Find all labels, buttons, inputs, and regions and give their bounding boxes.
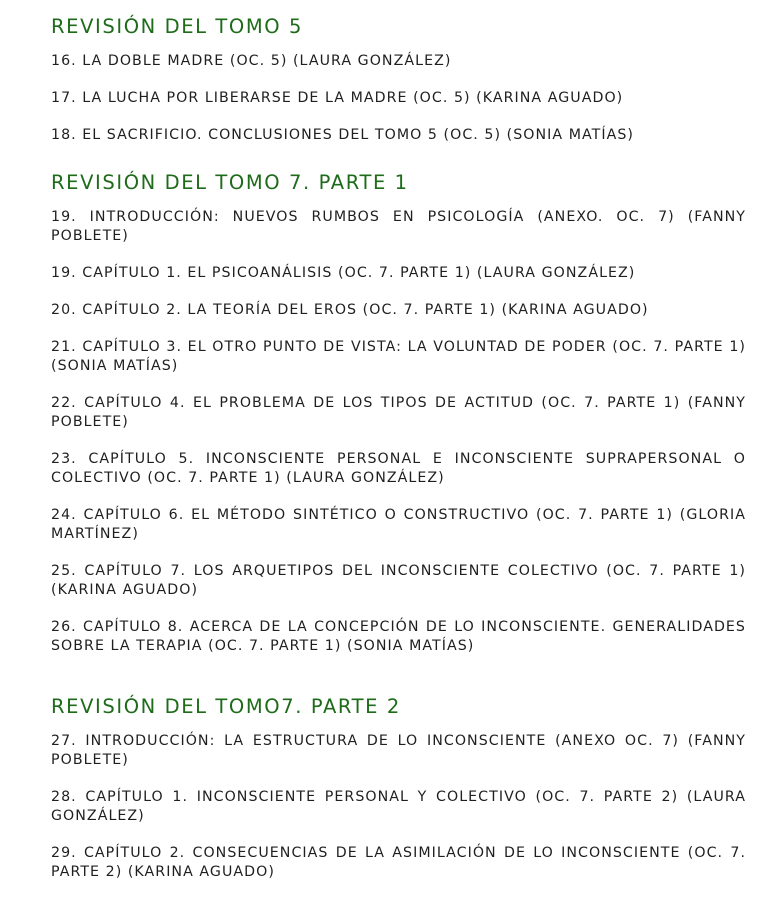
section-spacer (51, 674, 746, 694)
section-tomo-7-parte-1 (51, 170, 746, 656)
list-item: 18. EL SACRIFICIO. CONCLUSIONES DEL TOMO 5 (OC. 5) (SONIA MATÍAS) (51, 127, 634, 143)
section-heading: REVISIÓN DEL TOMO 7. PARTE 1 (51, 171, 409, 194)
section-heading: REVISIÓN DEL TOMO 5 (51, 15, 304, 38)
list-item: 29. CAPÍTULO 2. CONSECUENCIAS DE LA ASIMILACIÓN DE LO INCONSCIENTE (OC. 7. PARTE 2) (KARINA AGUADO) (51, 845, 746, 880)
list-item: 25. CAPÍTULO 7. LOS ARQUETIPOS DEL INCONSCIENTE COLECTIVO (OC. 7. PARTE 1) (KARINA AGUADO) (51, 563, 746, 598)
list-item: 19. CAPÍTULO 1. EL PSICOANÁLISIS (OC. 7. PARTE 1) (LAURA GONZÁLEZ) (51, 265, 636, 281)
list-item: 16. LA DOBLE MADRE (OC. 5) (LAURA GONZÁLEZ) (51, 53, 452, 69)
section-tomo-5 (51, 14, 746, 145)
list-item: 20. CAPÍTULO 2. LA TEORÍA DEL EROS (OC. 7. PARTE 1) (KARINA AGUADO) (51, 302, 649, 318)
list-item: 19. INTRODUCCIÓN: NUEVOS RUMBOS EN PSICOLOGÍA (ANEXO. OC. 7) (FANNY POBLETE) (51, 209, 746, 244)
list-item: 23. CAPÍTULO 5. INCONSCIENTE PERSONAL E INCONSCIENTE SUPRAPERSONAL O COLECTIVO (OC. 7. PARTE 1) (LAURA GONZÁLEZ) (51, 451, 746, 486)
list-item: 24. CAPÍTULO 6. EL MÉTODO SINTÉTICO O CONSTRUCTIVO (OC. 7. PARTE 1) (GLORIA MARTÍNEZ) (51, 507, 746, 542)
section-heading: REVISIÓN DEL TOMO7. PARTE 2 (51, 695, 401, 718)
section-spacer (51, 163, 746, 170)
list-item: 21. CAPÍTULO 3. EL OTRO PUNTO DE VISTA: LA VOLUNTAD DE PODER (OC. 7. PARTE 1) (SONIA MATÍAS) (51, 339, 746, 374)
list-item: 17. LA LUCHA POR LIBERARSE DE LA MADRE (OC. 5) (KARINA AGUADO) (51, 90, 624, 106)
section-tomo-7-parte-2 (51, 694, 746, 882)
list-item: 28. CAPÍTULO 1. INCONSCIENTE PERSONAL Y COLECTIVO (OC. 7. PARTE 2) (LAURA GONZÁLEZ) (51, 789, 746, 824)
list-item: 26. CAPÍTULO 8. ACERCA DE LA CONCEPCIÓN DE LO INCONSCIENTE. GENERALIDADES SOBRE LA TERAPIA (OC. 7. PARTE 1) (SONIA MATÍAS) (51, 619, 746, 654)
list-item: 22. CAPÍTULO 4. EL PROBLEMA DE LOS TIPOS DE ACTITUD (OC. 7. PARTE 1) (FANNY POBLETE) (51, 395, 746, 430)
document-page (51, 14, 746, 900)
list-item: 27. INTRODUCCIÓN: LA ESTRUCTURA DE LO INCONSCIENTE (ANEXO OC. 7) (FANNY POBLETE) (51, 733, 746, 768)
